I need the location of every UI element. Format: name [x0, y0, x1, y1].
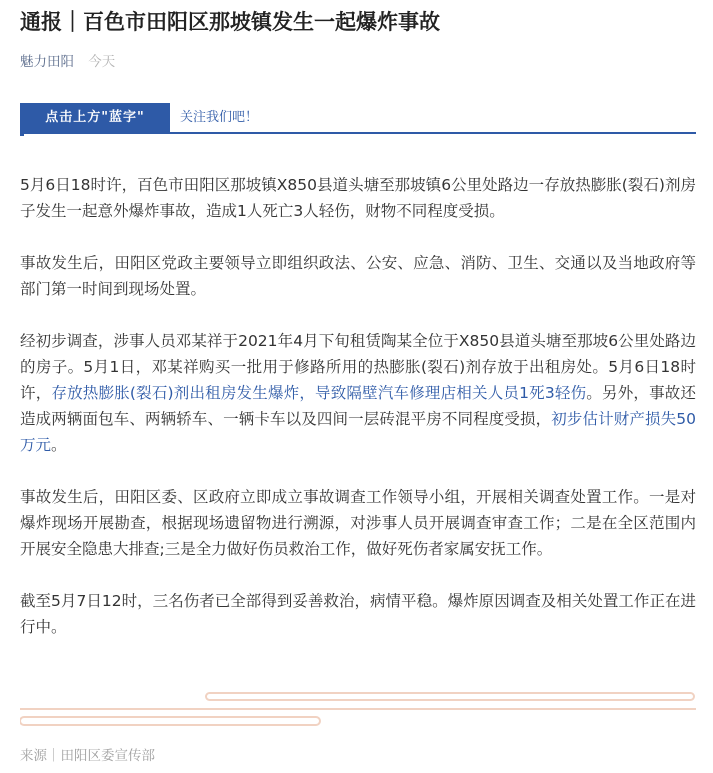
paragraph-3-text-c: 。 [51, 436, 67, 454]
paragraph-3-text-b: 。另外，事故还造成两辆面包车、两辆轿车、一辆卡车以及四间一层砖混平房不同程度受损， [20, 384, 696, 428]
follow-banner [20, 103, 696, 135]
follow-prompt-text: 关注我们吧！ [180, 110, 259, 125]
paragraph-2: 事故发生后，田阳区党政主要领导立即组织政法、公安、应急、消防、卫生、交通以及当地政府等部门第一时间到现场处置。 [20, 254, 696, 298]
decorative-divider [20, 690, 698, 730]
banner-tab-marker [20, 126, 24, 136]
paragraph-3-text-a: 经初步调查，涉事人员邓某祥于2021年4月下旬租赁陶某全位于X850县道头塘至那坡6公里处路边的房子。5月1日，邓某祥购买一批用于修路所用的热膨胀(裂石)剂存放于出租房处。5月6日18时许， [20, 332, 696, 402]
follow-button-label: 点击上方"蓝字" [45, 110, 145, 125]
divider-ornament-icon [20, 690, 698, 730]
article-source: 来源｜田阳区委宣传部 [20, 748, 155, 764]
paragraph-4: 事故发生后，田阳区委、区政府立即成立事故调查工作领导小组，开展相关调查处置工作。一是对爆炸现场开展勘查，根据现场遗留物进行溯源，对涉事人员开展调查审查工作；二是在全区范围内开展安全隐患大排查;三是全力做好伤员救治工作，做好死伤者家属安抚工作。 [20, 488, 696, 558]
highlight-explosion-casualties: 存放热膨胀(裂石)剂出租房发生爆炸，导致隔壁汽车修理店相关人员1死3轻伤 [51, 384, 587, 402]
article-body [20, 172, 696, 666]
paragraph-3 [20, 328, 696, 458]
article-meta [20, 53, 115, 71]
highlight-property-loss: 初步估计财产损失50万元 [20, 410, 696, 454]
paragraph-1: 5月6日18时许，百色市田阳区那坡镇X850县道头塘至那坡镇6公里处路边一存放热膨胀(裂石)剂房子发生一起意外爆炸事故，造成1人死亡3人轻伤，财物不同程度受损。 [20, 176, 696, 220]
account-name-link[interactable]: 魅力田阳 [20, 54, 74, 70]
article-title: 通报｜百色市田阳区那坡镇发生一起爆炸事故 [20, 10, 440, 34]
publish-time: 今天 [88, 54, 116, 70]
paragraph-5: 截至5月7日12时，三名伤者已全部得到妥善救治，病情平稳。爆炸原因调查及相关处置工作正在进行中。 [20, 592, 696, 636]
follow-button[interactable] [20, 103, 170, 133]
